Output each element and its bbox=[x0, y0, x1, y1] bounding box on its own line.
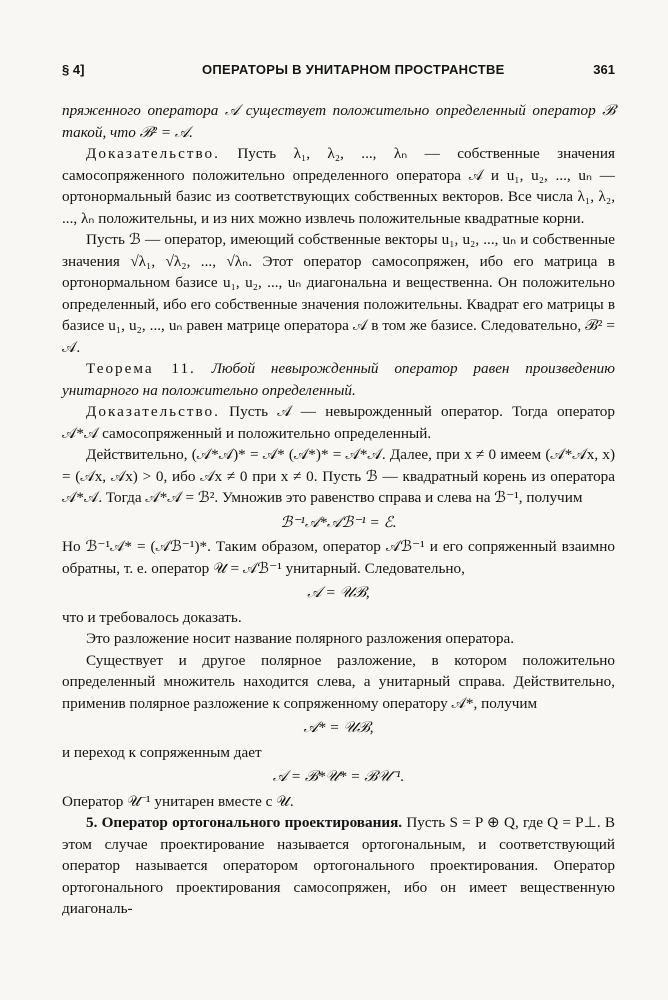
paragraph-theorem-11: Теорема 11. Любой невырожденный оператор равен произведению унитарного на положительно определенный. bbox=[62, 360, 615, 399]
paragraph-but: Но ℬ⁻¹𝒜* = (𝒜ℬ⁻¹)*. Таким образом, оператор 𝒜ℬ⁻¹ и его сопряженный взаимно обратны, т. е. оператор 𝒰 = 𝒜ℬ⁻¹ унитарный. Следовательно, bbox=[62, 538, 615, 577]
running-title: ОПЕРАТОРЫ В УНИТАРНОМ ПРОСТРАНСТВЕ bbox=[202, 62, 505, 77]
paragraph-section-5: 5. Оператор ортогонального проектирования. Пусть S = P ⊕ Q, где Q = P⊥. В этом случае проектирование называется ортогональным, и соответствующий оператор называется оператором ортогонального проектирования. Оператор ортогонального проектирования самосопряжен, ибо он имеет вещественную диагональ- bbox=[62, 814, 616, 917]
paragraph-qed: что и требовалось доказать. bbox=[62, 608, 242, 626]
paragraph-other-polar: Существует и другое полярное разложение, в котором положительно определенный множитель находится слева, а унитарный справа. Действительно, применив полярное разложение к сопряженному оператору 𝒜*, получим bbox=[62, 651, 615, 712]
paragraph-proof-1: Доказательство. Пусть λ₁, λ₂, ..., λₙ — собственные значения самосопряженного положительно определенного оператора 𝒜 и u₁, u₂, ..., uₙ — ортонормальный базис из соответствующих собственных векторов. Все числа λ₁, λ₂, ..., λₙ положительны, и из них можно извлечь положительные квадратные корни. bbox=[62, 145, 615, 227]
section-mark: § 4] bbox=[62, 62, 85, 77]
formula-2: 𝒜 = 𝒰ℬ, bbox=[307, 584, 370, 601]
paragraph-theorem-end: пряженного оператора 𝒜 существует положительно определенный оператор ℬ такой, что ℬ² = 𝒜. bbox=[62, 102, 615, 141]
page-body bbox=[62, 100, 615, 920]
formula-1: ℬ⁻¹𝒜*𝒜ℬ⁻¹ = ℰ. bbox=[280, 513, 397, 531]
running-header bbox=[62, 62, 615, 86]
paragraph-unitary-inverse: Оператор 𝒰⁻¹ унитарен вместе с 𝒰. bbox=[62, 792, 294, 810]
paragraph-indeed: Действительно, (𝒜*𝒜)* = 𝒜* (𝒜*)* = 𝒜*𝒜. Далее, при x ≠ 0 имеем (𝒜*𝒜x, x) = (𝒜x, 𝒜x) > 0, ибо 𝒜x ≠ 0 при x ≠ 0. Пусть ℬ — квадратный корень из оператора 𝒜*𝒜. Тогда 𝒜*𝒜 = ℬ². Умножив это равенство справа и слева на ℬ⁻¹, получим bbox=[62, 446, 615, 506]
paragraph-transition: и переход к сопряженным дает bbox=[62, 743, 262, 761]
paragraph-proof-2: Доказательство. Пусть 𝒜 — невырожденный оператор. Тогда оператор 𝒜*𝒜 самосопряженный и положительно определенный. bbox=[62, 403, 615, 442]
paragraph-polar-name: Это разложение носит название полярного разложения оператора. bbox=[86, 630, 514, 647]
formula-4: 𝒜 = ℬ*𝒰* = ℬ𝒰⁻¹. bbox=[272, 768, 405, 785]
paragraph-operator-b: Пусть ℬ — оператор, имеющий собственные векторы u₁, u₂, ..., uₙ и собственные значения √λ₁, √λ₂, ..., √λₙ. Этот оператор самосопряжен, ибо его матрица в ортонормальном базисе u₁, u₂, ..., uₙ диагональна и вещественна. Он положительно определенный, ибо его собственные значения положительны. Квадрат его матрицы в базисе u₁, u₂, ..., uₙ равен матрице оператора 𝒜 в том же базисе. Следовательно, ℬ² = 𝒜. bbox=[62, 231, 615, 356]
formula-3: 𝒜* = 𝒰ℬ, bbox=[303, 719, 374, 736]
page-number: 361 bbox=[593, 62, 615, 77]
